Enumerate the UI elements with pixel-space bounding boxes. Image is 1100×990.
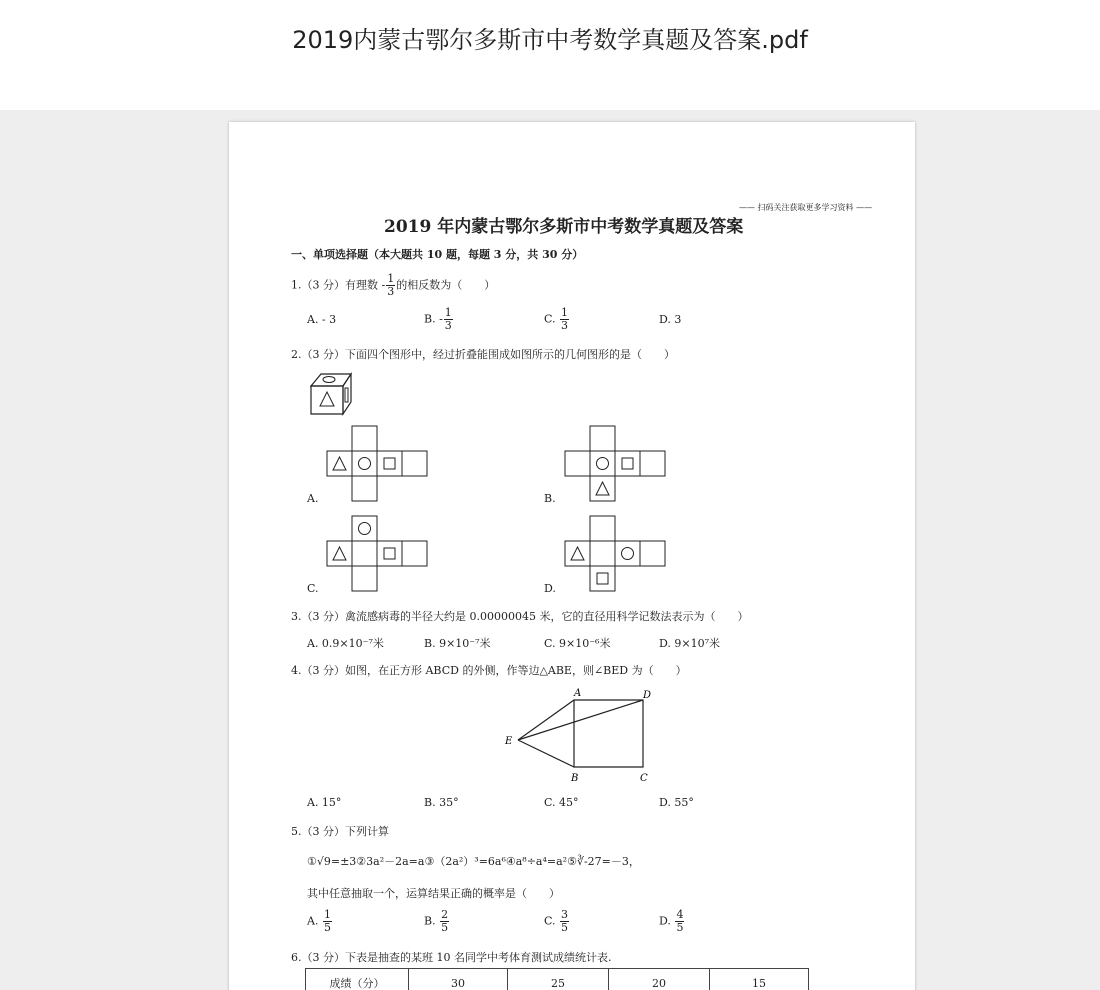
- q1-option-d: D. 3: [659, 313, 682, 326]
- table-cell: 25: [508, 969, 609, 990]
- watermark-text: —— 扫码关注获取更多学习资料 ——: [739, 203, 873, 212]
- vertex-label-d: D: [643, 690, 652, 701]
- denominator: 5: [561, 921, 569, 934]
- table-cell: 15: [710, 969, 809, 990]
- denominator: 3: [387, 285, 395, 298]
- fraction: [675, 909, 684, 934]
- q5-option-c: [544, 909, 570, 934]
- fraction: [444, 307, 453, 332]
- option-label: C.: [544, 312, 556, 326]
- page-title: 2019 年内蒙古鄂尔多斯市中考数学真题及答案: [384, 217, 744, 237]
- numerator: 3: [561, 908, 569, 921]
- question-2: 2.（3 分）下面四个图形中，经过折叠能围成如图所示的几何图形的是（ ）: [291, 348, 675, 361]
- denominator: 3: [561, 319, 569, 332]
- q1-stem-pre: 1.（3 分）有理数 -: [291, 278, 386, 292]
- q2-option-b: B.: [544, 492, 556, 505]
- q1-option-a: A. - 3: [307, 313, 337, 326]
- q5-option-d: [659, 909, 685, 934]
- q2-option-d: D.: [544, 582, 556, 595]
- numerator: 1: [387, 272, 395, 285]
- q4-option-a: A. 15°: [307, 796, 342, 809]
- q3-option-d: D. 9×10⁷米: [659, 637, 721, 650]
- q3-option-c: C. 9×10⁻⁶米: [544, 637, 611, 650]
- numerator: 1: [444, 306, 452, 319]
- numerator: 1: [561, 306, 569, 319]
- table-cell: 20: [609, 969, 710, 990]
- numerator: 1: [323, 908, 331, 921]
- q2-option-a: A.: [307, 492, 319, 505]
- option-label: D.: [659, 914, 671, 928]
- question-3: 3.（3 分）禽流感病毒的半径大约是 0.00000045 米，它的直径用科学记数法表示为（ ）: [291, 610, 749, 623]
- q5-option-a: [307, 909, 333, 934]
- q3-option-a: A. 0.9×10⁻⁷米: [307, 637, 384, 650]
- q1-option-b: [424, 307, 454, 332]
- vertex-label-a: A: [574, 688, 582, 699]
- fraction: [560, 909, 569, 934]
- denominator: 3: [444, 319, 452, 332]
- q2-option-c: C.: [307, 582, 319, 595]
- denominator: 5: [676, 921, 684, 934]
- denominator: 5: [323, 921, 331, 934]
- table-cell: 30: [409, 969, 508, 990]
- score-table: [305, 968, 809, 990]
- table-cell: 成绩（分）: [306, 969, 409, 990]
- option-label: B. -: [424, 312, 443, 326]
- question-6: 6.（3 分）下表是抽查的某班 10 名同学中考体育测试成绩统计表.: [291, 951, 612, 964]
- pdf-viewer[interactable]: [0, 110, 1100, 990]
- q1-stem-post: 的相反数为（ ）: [396, 278, 496, 292]
- q5-note: 其中任意抽取一个，运算结果正确的概率是（ ）: [307, 887, 560, 900]
- document-title: 2019内蒙古鄂尔多斯市中考数学真题及答案.pdf: [292, 26, 808, 54]
- net-b-figure: [565, 425, 665, 502]
- q1-option-c: [544, 307, 570, 332]
- option-label: C.: [544, 914, 556, 928]
- question-5: 5.（3 分）下列计算: [291, 825, 389, 838]
- numerator: 2: [441, 908, 449, 921]
- q4-option-d: D. 55°: [659, 796, 694, 809]
- viewer-header: [0, 0, 1100, 110]
- fraction: [560, 307, 569, 332]
- denominator: 5: [441, 921, 449, 934]
- vertex-label-c: C: [640, 773, 648, 784]
- section-heading: 一、单项选择题（本大题共 10 题，每题 3 分，共 30 分）: [291, 248, 584, 261]
- numerator: 4: [676, 908, 684, 921]
- fraction: [323, 909, 332, 934]
- cube-figure: [307, 370, 357, 418]
- q3-option-b: B. 9×10⁻⁷米: [424, 637, 491, 650]
- vertex-label-e: E: [505, 736, 513, 747]
- q5-expressions: ①√9=±3②3a²－2a=a③（2a²）³=6a⁶④a⁸÷a⁴=a²⑤∛-27=－3，: [307, 855, 640, 868]
- q4-option-b: B. 35°: [424, 796, 459, 809]
- fraction: [440, 909, 449, 934]
- pdf-page: [229, 122, 915, 990]
- vertex-label-b: B: [571, 773, 579, 784]
- q5-option-b: [424, 909, 450, 934]
- square-triangle-figure: [505, 682, 655, 792]
- question-4: 4.（3 分）如图，在正方形 ABCD 的外侧，作等边△ABE，则∠BED 为（ ）: [291, 664, 687, 677]
- option-label: A.: [307, 914, 319, 928]
- option-label: B.: [424, 914, 436, 928]
- net-d-figure: [565, 515, 665, 592]
- fraction: [386, 273, 395, 298]
- net-c-figure: [327, 515, 427, 592]
- net-a-figure: [327, 425, 427, 502]
- table-row: [306, 969, 809, 990]
- q4-option-c: C. 45°: [544, 796, 579, 809]
- question-1: [291, 273, 495, 298]
